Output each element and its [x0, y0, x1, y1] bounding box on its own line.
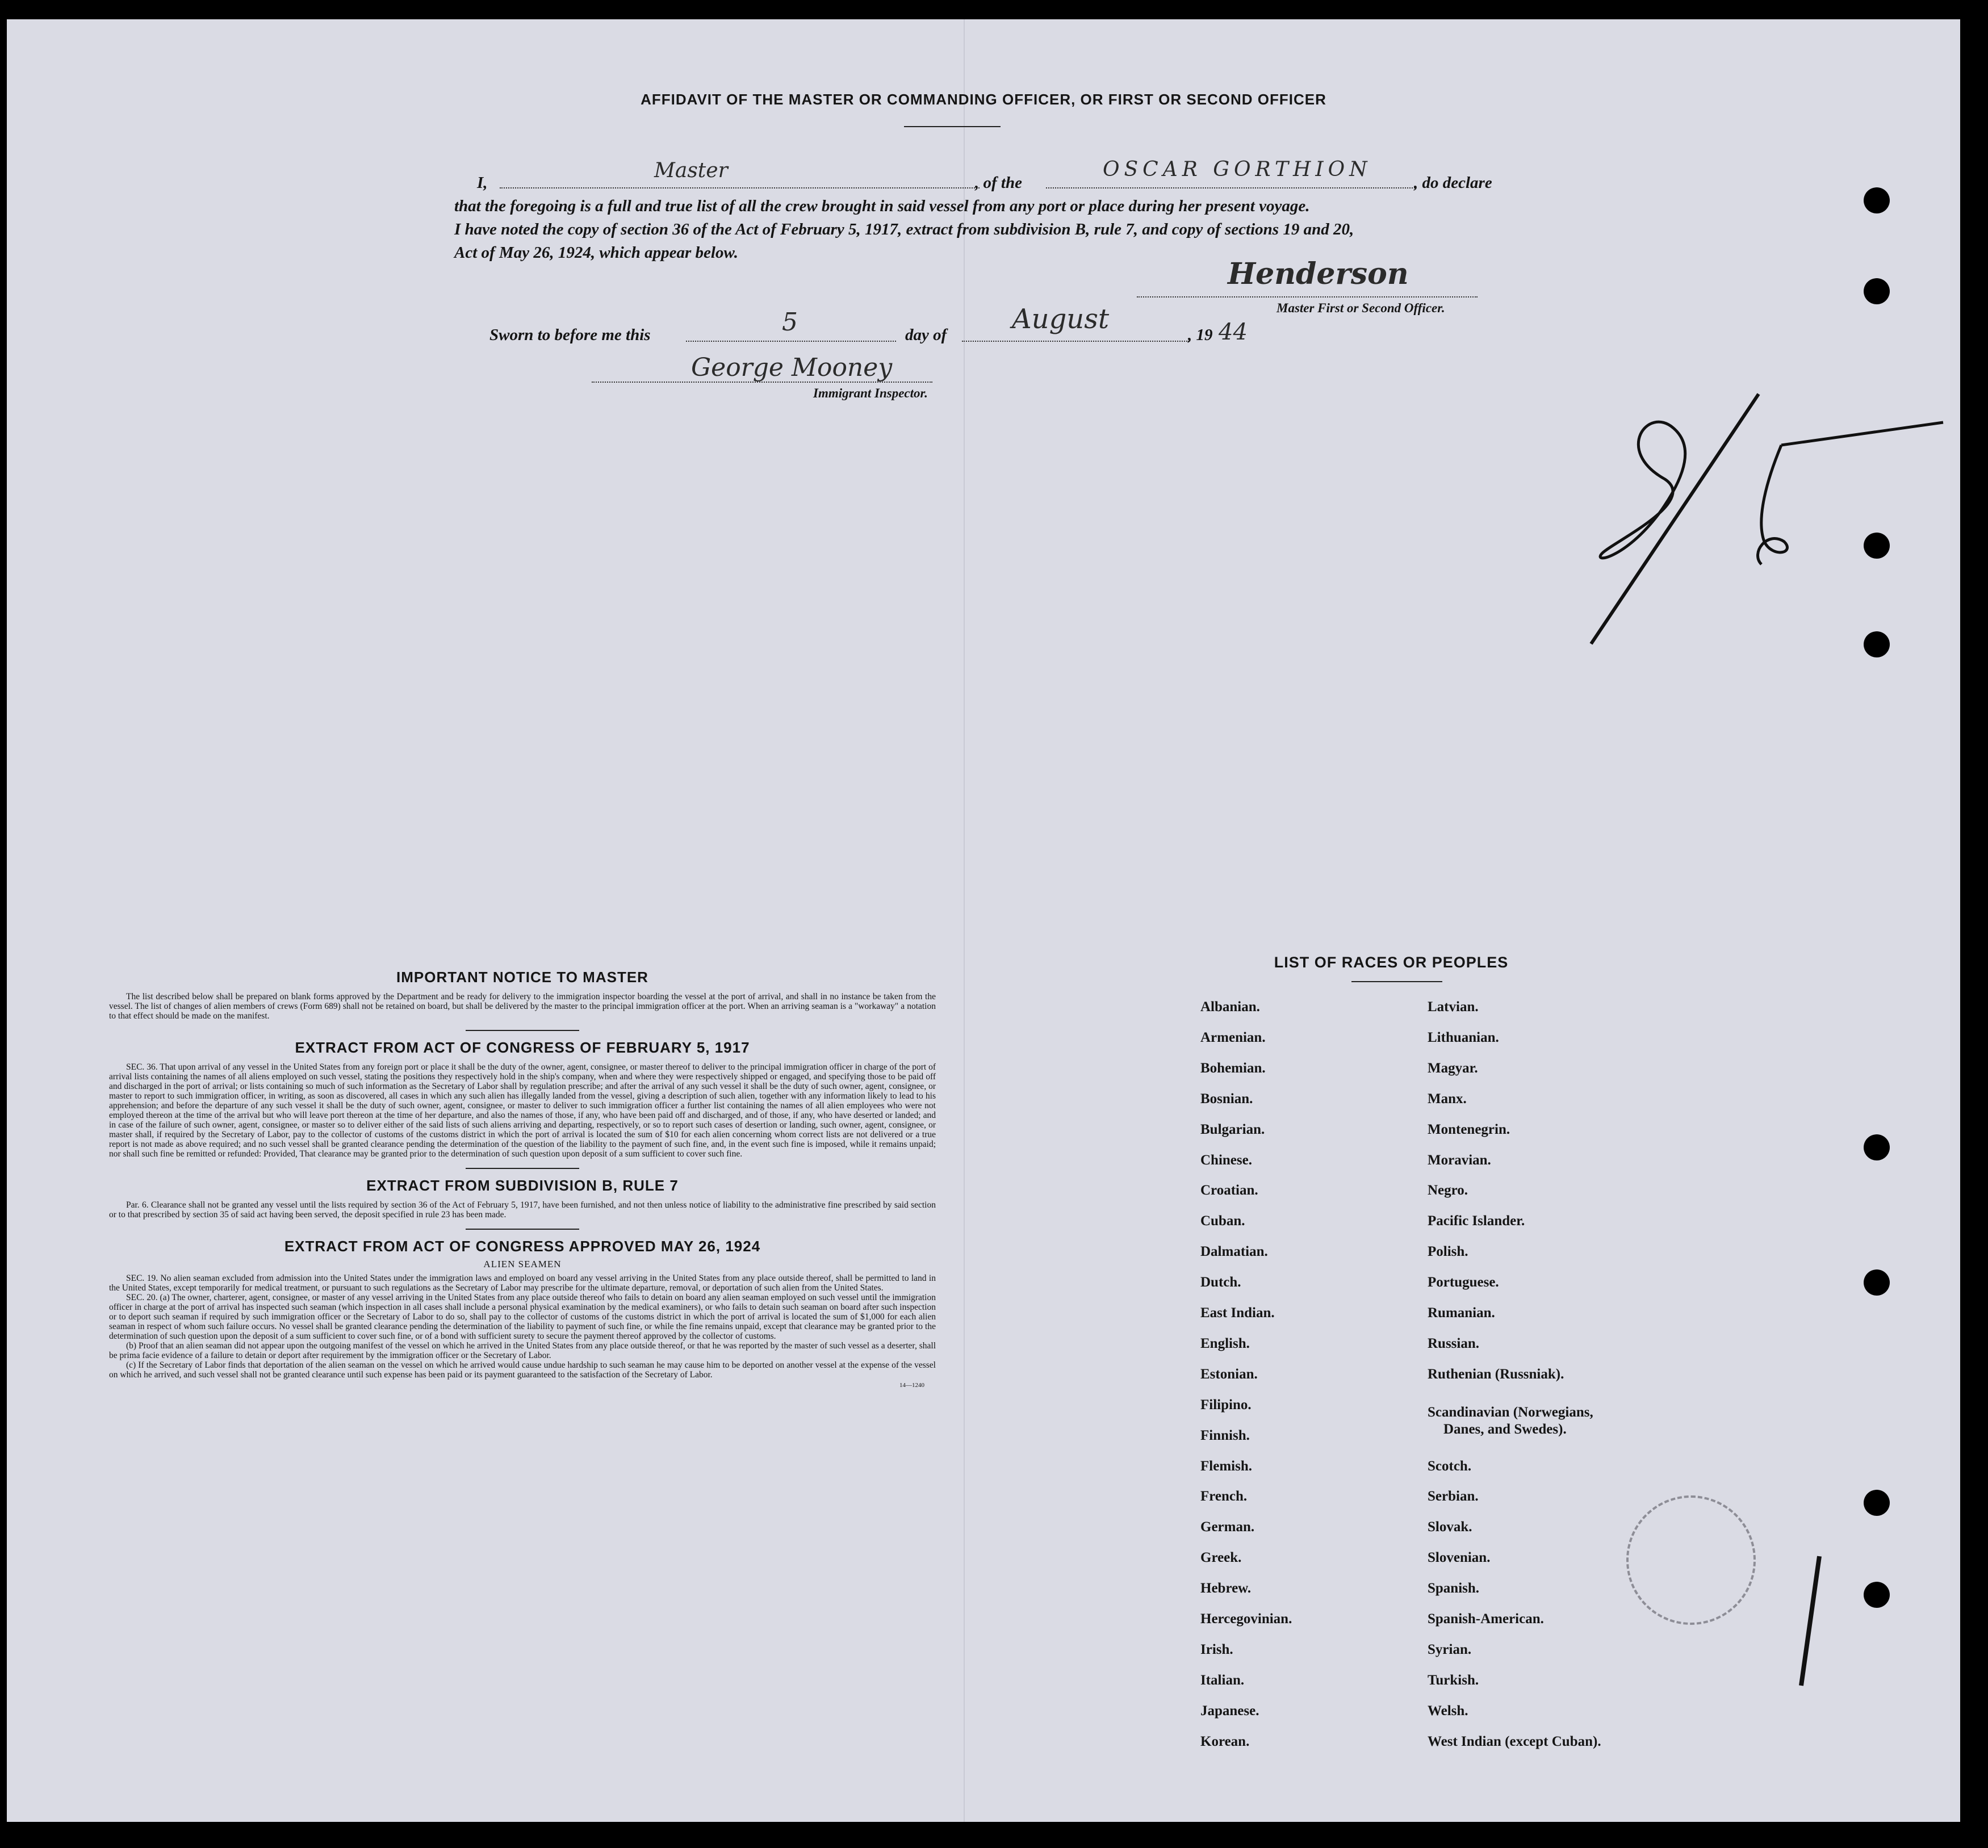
race-item: Moravian. [1428, 1152, 1491, 1168]
race-item: Finnish. [1200, 1427, 1250, 1443]
race-item: Rumanian. [1428, 1305, 1495, 1321]
race-item: German. [1200, 1519, 1255, 1535]
race-item: Irish. [1200, 1641, 1233, 1657]
sec19-body: SEC. 19. No alien seaman excluded from admission into the United States under the immigration laws and employed on board any vessel arriving in the United States from any place outside thereof, shall be permitted to land in the United States, except temporarily for medical treatment, or pursuant to such regulations as the Secretary of Labor may prescribe for the ultimate departure, removal, or deportation of such alien from the United States. [109, 1273, 936, 1293]
race-item: East Indian. [1200, 1305, 1275, 1321]
binder-hole [1864, 278, 1890, 304]
extract1917-title: EXTRACT FROM ACT OF CONGRESS OF FEBRUARY 5, 1917 [295, 1039, 750, 1056]
race-item: Cuban. [1200, 1213, 1245, 1229]
race-item: Slovak. [1428, 1519, 1472, 1535]
affidavit-line1-end: , do declare [1414, 174, 1492, 192]
day-of-label: day of [905, 326, 947, 344]
filled-name: Master [654, 159, 728, 182]
filled-month: August [1012, 303, 1110, 335]
race-item: Lithuanian. [1428, 1029, 1499, 1045]
race-item: Korean. [1200, 1733, 1250, 1749]
race-item: Spanish-American. [1428, 1611, 1544, 1627]
race-item: Scotch. [1428, 1458, 1472, 1474]
binder-hole [1864, 1269, 1890, 1296]
binder-hole [1864, 533, 1890, 559]
divider [466, 1229, 579, 1230]
race-item: Italian. [1200, 1672, 1245, 1688]
race-item: Filipino. [1200, 1397, 1252, 1413]
races-title-rule [1351, 981, 1442, 982]
ink-mark [1799, 1556, 1822, 1686]
month-dotted-line [962, 341, 1189, 342]
race-item: Armenian. [1200, 1029, 1266, 1045]
race-item: Serbian. [1428, 1489, 1479, 1505]
race-item: Polish. [1428, 1244, 1468, 1260]
extract1924-subtitle: ALIEN SEAMEN [483, 1259, 562, 1269]
binder-hole [1864, 1582, 1890, 1608]
race-item: Hercegovinian. [1200, 1611, 1292, 1627]
race-item: Turkish. [1428, 1672, 1479, 1688]
race-item: Estonian. [1200, 1366, 1258, 1382]
race-item: Slovenian. [1428, 1550, 1491, 1566]
binder-hole [1864, 631, 1890, 657]
filled-vessel: OSCAR GORTHION [1103, 158, 1372, 181]
affidavit-line1-start: I, [477, 174, 488, 192]
sec20b-body: (b) Proof that an alien seaman did not appear upon the outgoing manifest of the vessel on which he arrived in the United States from any place outside thereof, or that he was reported by the master of such vessel as a deserter, shall be prima facie evidence of a failure to detain or deport after requirement by the immigration officer or the Secretary of Labor. [109, 1341, 936, 1360]
race-item: French. [1200, 1489, 1248, 1505]
race-item: English. [1200, 1335, 1250, 1351]
notice-body: The list described below shall be prepared on blank forms approved by the Department and be ready for delivery to the immigration inspector boarding the vessel at the port of arrival, and shall in no instance be taken from the vessel. The list of changes of alien members of crews (Form 689) shall not be retained on board, but shall be delivered by the master to the principal immigration officer at the port. When an arriving seaman is a "workaway" a notation to that effect should be made on the manifest. [109, 992, 936, 1021]
extract1917-body: SEC. 36. That upon arrival of any vessel in the United States from any foreign port or place it shall be the duty of the owner, agent, consignee, or master thereof to deliver to the principal immigration officer in charge of the port of arrival lists containing the names of all aliens employed on such vessel, stating the positions they respectively hold in the ship's company, when and where they were respectively shipped or engaged, and specifying those to be paid off and discharged in the port of arrival; or lists containing so much of such information as the Secretary of Labor shall by regulation prescribe; and after the arrival of any such vessel it shall be the duty of such owner, agent, consignee, or master to report to such immigration officer, in writing, as soon as discovered, all cases in which any such alien has illegally landed from the vessel, giving a description of such alien, together with any information likely to lead to his apprehension; and before the departure of any such vessel it shall be the duty of such owner, agent, consignee, or master to deliver to such immigration officer a further list containing the names of all alien employees who were not employed thereon at the time of the arrival but who will leave port thereon at the time of her departure, and also the names of those, if any, who have been paid off and discharged, and of those, if any, who have deserted or landed; and in case of the failure of such owner, agent, consignee, or master so to deliver either of the said lists of such aliens arriving and departing, respectively, or so to report such cases of desertion or landing, such owner, agent, consignee, or master shall, if required by the Secretary of Labor, pay to the collector of customs of the customs district in which the port of arrival is located the sum of $10 for each alien concerning whom correct lists are not delivered or a true report is not made as above required; and no such vessel shall be granted clearance pending the determination of the question of the liability to the payment of such fine, and, in the event such fine is imposed, while it remains unpaid; nor shall such fine be remitted or refunded: Provided, That clearance may be granted prior to the determination of such question upon deposit of a sum sufficient to cover such fine. [109, 1062, 936, 1159]
race-item: Dalmatian. [1200, 1244, 1268, 1260]
rule7-title: EXTRACT FROM SUBDIVISION B, RULE 7 [366, 1177, 679, 1194]
race-item: Albanian. [1200, 999, 1260, 1015]
race-item: Bohemian. [1200, 1060, 1266, 1076]
inspector-dotted-line [592, 382, 932, 383]
year-prefix: , 19 [1188, 326, 1213, 344]
embossed-seal [1626, 1495, 1756, 1625]
margin-annotation [1580, 371, 1954, 667]
race-item: Pacific Islander. [1428, 1213, 1525, 1229]
race-item: Croatian. [1200, 1183, 1258, 1199]
day-dotted-line [686, 341, 896, 342]
signature-caption: Master First or Second Officer. [1276, 301, 1445, 315]
affidavit-line2: that the foregoing is a full and true list of all the crew brought in said vessel from any port or place during her present voyage. [454, 197, 1310, 215]
master-signature: Henderson [1228, 257, 1409, 291]
rule7-body: Par. 6. Clearance shall not be granted any vessel until the lists required by section 36 of the Act of February 5, 1917, have been furnished, and not then unless notice of liability to the administrative fine prescribed by said section or to that prescribed by section 35 of said act having been served, the deposit specified in rule 23 has been made. [109, 1200, 936, 1220]
race-item: Negro. [1428, 1183, 1468, 1199]
race-item: Flemish. [1200, 1458, 1252, 1474]
race-item: Welsh. [1428, 1703, 1468, 1719]
binder-hole [1864, 1490, 1890, 1516]
affidavit-title: AFFIDAVIT OF THE MASTER OR COMMANDING OFFICER, OR FIRST OR SECOND OFFICER [641, 91, 1326, 108]
form-number: 14—1240 [899, 1382, 924, 1389]
sworn-label: Sworn to before me this [489, 326, 651, 344]
races-title: LIST OF RACES OR PEOPLES [1274, 954, 1509, 971]
race-item: Russian. [1428, 1335, 1480, 1351]
race-item: Montenegrin. [1428, 1121, 1510, 1137]
divider [466, 1168, 579, 1169]
race-item: Danes, and Swedes). [1443, 1422, 1567, 1438]
affidavit-line3: I have noted the copy of section 36 of the Act of February 5, 1917, extract from subdivision B, rule 7, and copy of sections 19 and 20, [454, 220, 1354, 238]
race-item: Greek. [1200, 1550, 1242, 1566]
race-item: Scandinavian (Norwegians, [1428, 1405, 1593, 1420]
vessel-dotted-line [1046, 187, 1415, 188]
race-item: Dutch. [1200, 1275, 1241, 1290]
affidavit-line4: Act of May 26, 1924, which appear below. [454, 244, 738, 262]
binder-hole [1864, 1134, 1890, 1160]
race-item: Bulgarian. [1200, 1121, 1265, 1137]
name-dotted-line [500, 187, 980, 188]
filled-year: 44 [1219, 319, 1248, 345]
race-item: West Indian (except Cuban). [1428, 1733, 1601, 1749]
inspector-signature: George Mooney [691, 353, 893, 382]
inspector-caption: Immigrant Inspector. [813, 386, 928, 400]
race-item: Syrian. [1428, 1641, 1472, 1657]
race-item: Spanish. [1428, 1581, 1480, 1596]
document-page [7, 19, 1960, 1822]
race-item: Ruthenian (Russniak). [1428, 1366, 1564, 1382]
affidavit-line1-of: , of the [975, 174, 1022, 192]
race-item: Hebrew. [1200, 1581, 1252, 1596]
divider [466, 1030, 579, 1031]
signature-dotted-line [1137, 296, 1478, 297]
race-item: Japanese. [1200, 1703, 1259, 1719]
title-rule [904, 126, 1001, 127]
binder-hole [1864, 187, 1890, 213]
notice-title: IMPORTANT NOTICE TO MASTER [396, 969, 648, 986]
race-item: Magyar. [1428, 1060, 1478, 1076]
race-item: Manx. [1428, 1091, 1467, 1107]
race-item: Bosnian. [1200, 1091, 1253, 1107]
filled-day: 5 [782, 308, 798, 337]
sec20c-body: (c) If the Secretary of Labor finds that deportation of the alien seaman on the vessel on which he arrived would cause undue hardship to such seaman he may cause him to be deported on another vessel at the expense of the vessel on which he arrived, and such vessel shall not be granted clearance until such expense has been paid or its payment guaranteed to the satisfaction of the Secretary of Labor. [109, 1360, 936, 1380]
sec20a-body: SEC. 20. (a) The owner, charterer, agent, consignee, or master of any vessel arriving in the United States from any place outside thereof who fails to detain on board any alien seaman employed on such vessel until the immigration officer in charge at the port of arrival has inspected such seaman (which inspection in all cases shall include a personal physical examination by the medical examiners), or who fails to detain such seaman on board after such inspection or to deport such seaman if required by such immigration officer or the Secretary of Labor to do so, shall pay to the collector of customs of the customs district in which the port of arrival is located the sum of $1,000 for each alien seaman in respect of whom such failure occurs. No vessel shall be granted clearance pending the determination of the liability to payment of such fine, or while the fine remains unpaid, except that clearance may be granted prior to the determination of such question upon the deposit of a sum sufficient to cover such fine, or of a bond with sufficient surety to secure the payment thereof approved by the collector of customs. [109, 1293, 936, 1341]
fold-line [964, 19, 965, 1822]
race-item: Latvian. [1428, 999, 1479, 1015]
race-item: Chinese. [1200, 1152, 1252, 1168]
extract1924-title: EXTRACT FROM ACT OF CONGRESS APPROVED MAY 26, 1924 [284, 1238, 761, 1255]
race-item: Portuguese. [1428, 1275, 1499, 1290]
